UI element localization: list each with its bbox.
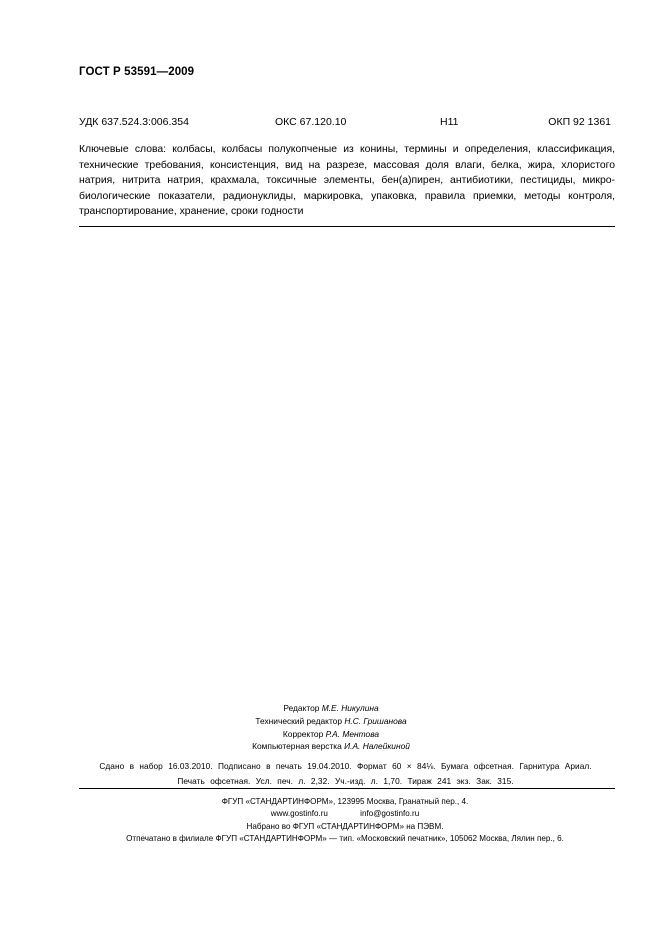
tech-editor-label: Технический редактор (255, 715, 342, 726)
layout-line (200, 740, 462, 753)
document-code: ГОСТ Р 53591—2009 (79, 66, 195, 78)
proofreader-line (200, 728, 462, 741)
divider-bottom (79, 788, 615, 789)
okp-code: ОКП 92 1361 (548, 116, 611, 128)
print-info-block (79, 759, 612, 789)
printed-info: Отпечатано в филиале ФГУП «СТАНДАРТИНФОРМ» — тип. «Московский печатник», 105062 Москва, Лялин пер., 6. (126, 834, 564, 844)
editor-label: Редактор (283, 703, 320, 713)
tech-editor-line (200, 715, 462, 728)
oks-code: ОКС 67.120.10 (275, 116, 347, 128)
proofreader-label: Корректор (282, 728, 324, 739)
editor-line (200, 702, 462, 715)
layout-label: Компьютерная верстка (252, 741, 342, 752)
publisher-address: ФГУП «СТАНДАРТИНФОРМ», 123995 Москва, Гранатный пер., 4. (221, 797, 469, 806)
layout-name: И.А. Налейкиной (344, 741, 410, 752)
typeset-info: Набрано во ФГУП «СТАНДАРТИНФОРМ» на ПЭВМ. (246, 821, 444, 831)
editor-name: М.Е. Никулина (321, 703, 379, 713)
proofreader-name: Р.А. Ментова (325, 728, 380, 739)
tech-editor-name: Н.С. Гришанова (344, 715, 407, 726)
group-code: Н11 (440, 116, 459, 128)
udk-code: УДК 637.524.3:006.354 (79, 116, 189, 128)
publisher-email: info@gostinfo.ru (360, 809, 420, 819)
print-info-line-1: Сдано в набор 16.03.2010. Подписано в печать 19.04.2010. Формат 60 × 84⅛. Бумага офсетная. Гарнитура Ариал. (99, 761, 592, 771)
publisher-block (70, 796, 620, 846)
divider-top (79, 226, 615, 227)
print-info-line-2: Печать офсетная. Усл. печ. л. 2,32. Уч.-изд. л. 1,70. Тираж 241 экз. Зак. 315. (177, 776, 514, 786)
classification-row (79, 116, 611, 130)
keywords-paragraph: Ключевые слова: колбасы, колбасы полукопченые из конины, термины и определения, классификация, технические требования, консистенция, вид на разрезе, массовая доля влаги, белка, жира, хлористого натрия, нитрита натрия, крахмала, токсичные элементы, бен(а)пирен, антибиотики, пестициды, микро-биологические показатели, радионуклиды, маркировка, упаковка, правила приемки, методы контроля, транспортирование, хранение, сроки годности (79, 144, 615, 218)
publisher-contacts (70, 808, 620, 820)
credits-block (200, 702, 462, 753)
publisher-website: www.gostinfo.ru (270, 809, 328, 819)
